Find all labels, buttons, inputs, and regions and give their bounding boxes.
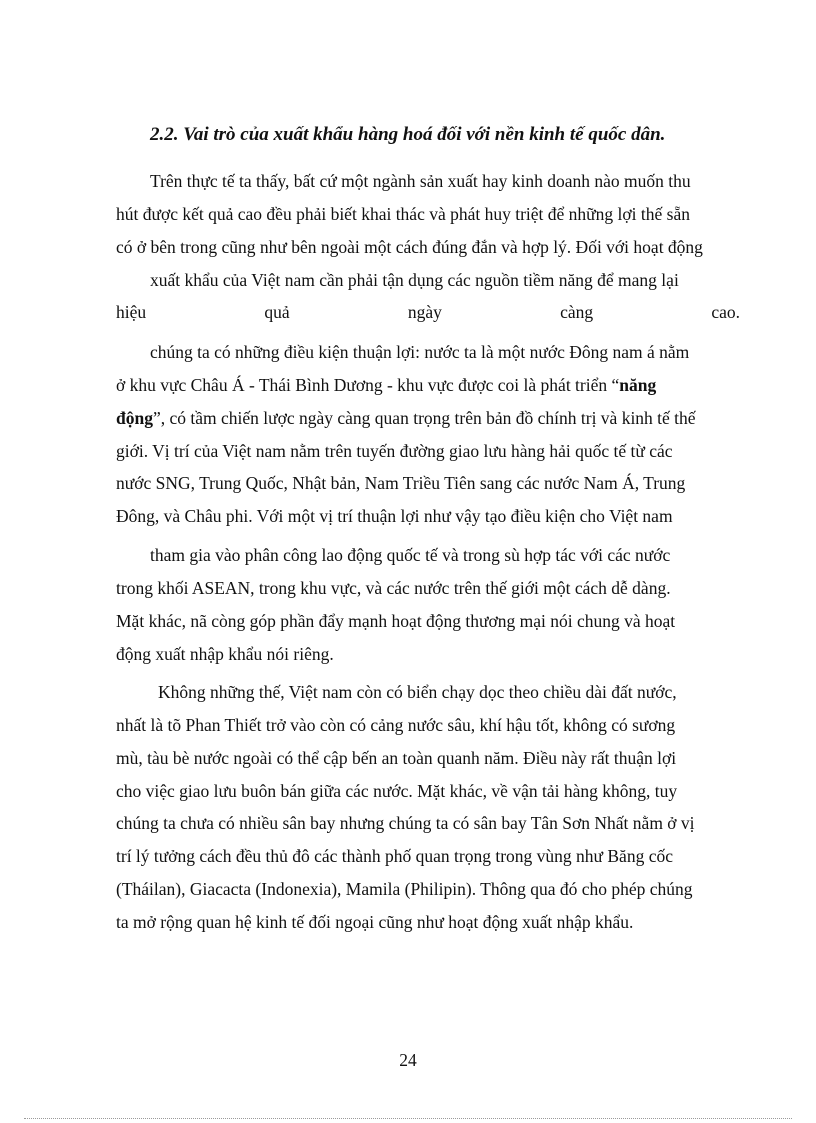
text-line: chúng ta có những điều kiện thuận lợi: nước ta là một nước Đông nam á nằm xyxy=(150,342,690,362)
text-line-justified xyxy=(116,301,740,323)
text-line: xuất khẩu của Việt nam cần phải tận dụng các nguồn tiềm năng để mang lại xyxy=(150,270,679,290)
text-line: chúng ta chưa có nhiều sân bay nhưng chúng ta có sân bay Tân Sơn Nhất nằm ở vị xyxy=(116,813,695,833)
text-line: động xuất nhập khẩu nói riêng. xyxy=(116,644,334,664)
text-line xyxy=(116,407,696,429)
word: càng xyxy=(560,302,594,322)
text-line: hút được kết quả cao đều phải biết khai thác và phát huy triệt để những lợi thế sẵn xyxy=(116,204,690,224)
text-line: Không những thế, Việt nam còn có biển chạy dọc theo chiều dài đất nước, xyxy=(158,682,677,702)
word: cao. xyxy=(711,302,740,322)
text-line: trí lý tưởng cách đều thủ đô các thành phố quan trọng trong vùng như Băng cốc xyxy=(116,846,673,866)
text-line: nhất là tõ Phan Thiết trở vào còn có cảng nước sâu, khí hậu tốt, không có sương xyxy=(116,715,676,735)
text-line: tham gia vào phân công lao động quốc tế và trong sù hợp tác với các nước xyxy=(150,545,671,565)
text-line: mù, tàu bè nước ngoài có thể cập bến an toàn quanh năm. Điều này rất thuận lợi xyxy=(116,748,677,768)
text-line xyxy=(116,374,656,396)
text-line: cho việc giao lưu buôn bán giữa các nước. Mặt khác, về vận tải hàng không, tuy xyxy=(116,781,678,801)
text-line: (Tháilan), Giacacta (Indonexia), Mamila (Philipin). Thông qua đó cho phép chúng xyxy=(116,879,693,899)
footer-divider xyxy=(24,1118,792,1119)
word: hiệu xyxy=(116,302,147,322)
text-line: trong khối ASEAN, trong khu vực, và các nước trên thế giới một cách dễ dàng. xyxy=(116,578,671,598)
text-line: nước SNG, Trung Quốc, Nhật bản, Nam Triều Tiên sang các nước Nam Á, Trung xyxy=(116,473,686,493)
section-heading: 2.2. Vai trò của xuất khẩu hàng hoá đối với nền kinh tế quốc dân. xyxy=(150,124,666,145)
text-line: Đông, và Châu phi. Với một vị trí thuận lợi như vậy tạo điều kiện cho Việt nam xyxy=(116,506,673,526)
text-line: giới. Vị trí của Việt nam nằm trên tuyến đường giao lưu hàng hải quốc tế từ các xyxy=(116,441,673,461)
text-line: ta mở rộng quan hệ kinh tế đối ngoại cũng như hoạt động xuất nhập khẩu. xyxy=(116,912,634,932)
text-line: Trên thực tế ta thấy, bất cứ một ngành sản xuất hay kinh doanh nào muốn thu xyxy=(150,171,691,191)
text-line: Mặt khác, nã còng góp phần đẩy mạnh hoạt động thương mại nói chung và hoạt xyxy=(116,611,676,631)
bold-word: năng xyxy=(619,375,657,395)
text-run: ”, có tầm chiến lược ngày càng quan trọng trên bản đồ chính trị và kinh tế thế xyxy=(152,408,696,428)
word: quả xyxy=(264,302,290,322)
bold-word: động xyxy=(116,408,153,428)
word: ngày xyxy=(407,302,442,322)
text-run: ở khu vực Châu Á - Thái Bình Dương - khu vực được coi là phát triển “ xyxy=(116,375,620,395)
page-number: 24 xyxy=(399,1050,417,1070)
text-line: có ở bên trong cũng như bên ngoài một cách đúng đắn và hợp lý. Đối với hoạt động xyxy=(116,237,703,257)
